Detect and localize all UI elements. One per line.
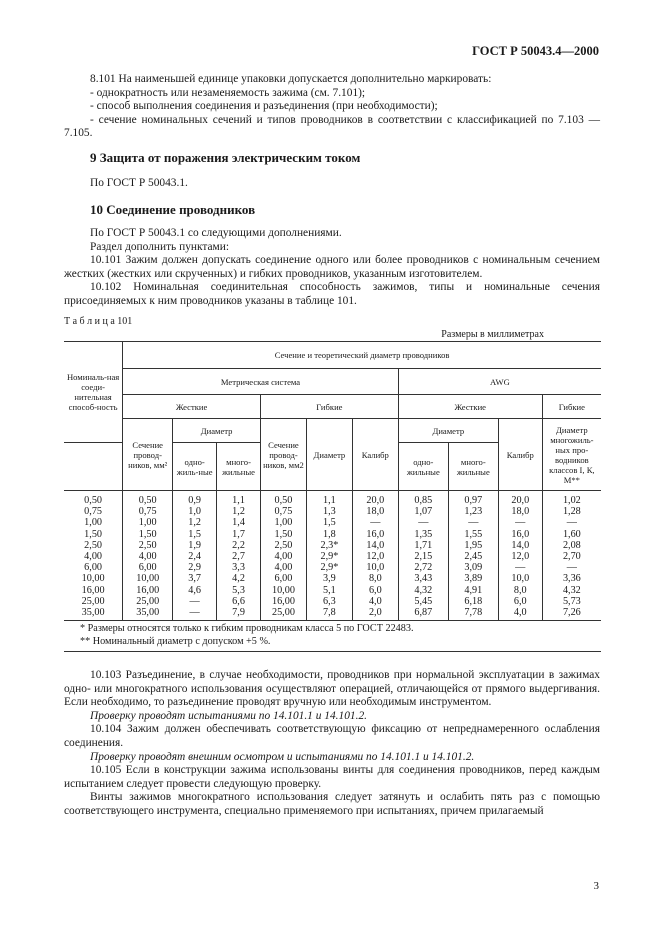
th-metric-rigid: Жесткие	[123, 395, 261, 419]
table-cell: 1,1	[323, 495, 336, 506]
table-cell: 2,50	[138, 539, 157, 551]
table-caption: Т а б л и ц а 101	[64, 316, 133, 327]
table-cell: 3,9	[323, 573, 336, 585]
table-cell: 1,71	[414, 539, 433, 551]
table-cell: 1,8	[323, 528, 336, 540]
th-awg: AWG	[398, 369, 601, 395]
intro-block	[64, 73, 600, 141]
table-cell: 4,2	[232, 573, 245, 585]
table-cell: 10,00	[81, 573, 105, 585]
table-cell: 0,50	[138, 495, 157, 506]
col-awg-flex-diameter	[542, 491, 601, 621]
table-cell: 4,00	[138, 551, 157, 563]
th-section-mm2: Сечение провод-ников, мм²	[123, 419, 173, 491]
table-cell: 1,0	[188, 506, 202, 518]
th-flex-diameter: Диаметр	[306, 419, 352, 491]
table-cell: 12,0	[366, 551, 385, 563]
table-cell: 6,00	[274, 573, 293, 585]
table-cell: 2,72	[414, 562, 433, 574]
table-cell: 2,50	[84, 539, 102, 551]
table-cell: 1,07	[414, 506, 433, 518]
table-cell: 1,00	[138, 517, 157, 529]
table-cell: 3,7	[188, 573, 202, 585]
conductor-table	[64, 341, 601, 652]
th-nominal-spacer	[64, 443, 123, 491]
table-cell: 4,32	[414, 584, 433, 596]
table-cell: 4,32	[562, 584, 581, 596]
bullet-3: - сечение номинальных сечений и типов проводников в соответствии с классификацией по 7.103 — 7.105.	[64, 113, 600, 140]
col-nominal	[64, 491, 123, 621]
section-10-body	[64, 227, 600, 309]
th-awg-multi: много-жильные	[448, 443, 498, 491]
table-cell: 16,0	[511, 528, 530, 540]
th-metric-flex: Гибкие	[260, 395, 398, 419]
table-cell: 8,0	[513, 584, 527, 596]
table-cell: 2,70	[562, 551, 581, 563]
table-cell: 1,50	[84, 528, 102, 540]
th-diameter-rigid: Диаметр	[173, 419, 261, 443]
table-cell: 2,3*	[320, 539, 339, 551]
table-cell: 5,45	[414, 595, 433, 607]
table-cell: 5,73	[562, 595, 581, 607]
table-cell: 4,0	[368, 595, 382, 607]
table-cell: 1,00	[274, 517, 293, 529]
table-cell: 2,50	[274, 539, 293, 551]
col-diam-multi	[217, 491, 261, 621]
table-cell: 12,0	[511, 551, 530, 563]
table-cell: 6,18	[464, 595, 483, 607]
table-cell: 1,95	[464, 539, 483, 551]
col-awg-single	[398, 491, 448, 621]
table-cell: 16,0	[366, 528, 385, 540]
table-cell: 2,9*	[320, 551, 339, 563]
table-cell: 1,28	[562, 506, 581, 518]
para-10-105: 10.105 Если в конструкции зажима использованы винты для соединения проводников, перед каждым испытанием следует провести следующую проверку.	[64, 764, 600, 790]
table-cell: —	[370, 517, 381, 529]
table-cell: 1,50	[138, 528, 157, 540]
para-10-104: 10.104 Зажим должен обеспечивать соответствующую фиксацию от непреднамеренного ослабления соединения.	[64, 723, 600, 749]
para-screws: Винты зажимов многократного использования следует затянуть и ослабить пять раз с помощью соответствующего инструмента, специально применяемого при испытаниях, причем прилагаемый	[64, 791, 600, 817]
table-cell: 6,00	[138, 562, 157, 574]
table-cell: 4,6	[188, 584, 202, 596]
table-cell: 18,0	[366, 506, 385, 518]
table-cell: 4,00	[84, 551, 102, 563]
bullet-2: - способ выполнения соединения и разъединения (при необходимости);	[90, 100, 438, 113]
table-cell: 1,7	[232, 528, 245, 540]
table-cell: 10,0	[366, 562, 385, 574]
col-awg-caliber	[352, 491, 398, 621]
th-nominal: Номиналь-ная соеди-нительная способ-ность	[64, 342, 123, 443]
table-cell: 3,09	[464, 562, 483, 574]
table-cell: 20,0	[366, 495, 385, 506]
table-cell: 1,5	[188, 528, 202, 540]
th-caliber: Калибр	[352, 419, 398, 491]
table-notes	[64, 621, 601, 652]
table-cell: —	[515, 562, 526, 574]
bullet-1: - однократность или незаменяемость зажима (см. 7.101);	[90, 86, 366, 99]
para-10-104-check: Проверку проводят внешним осмотром и испытаниями по 14.101.1 и 14.101.2.	[90, 750, 475, 763]
table-cell: 4,00	[274, 562, 293, 574]
table-cell: 2,9*	[320, 562, 339, 574]
table-cell: 3,89	[464, 573, 483, 585]
table-cell: 16,00	[81, 584, 105, 596]
table-cell: 10,00	[136, 573, 160, 585]
table-cell: 10,0	[511, 573, 530, 585]
table-cell: 1,1	[232, 495, 245, 506]
table-cell: 20,0	[511, 495, 530, 506]
table-cell: 5,3	[232, 584, 245, 596]
table-cell: —	[189, 595, 200, 607]
col-flex-section	[260, 491, 306, 621]
col-diam-single	[173, 491, 217, 621]
th-awg-rigid: Жесткие	[398, 395, 542, 419]
table-cell: —	[515, 517, 526, 529]
table-cell: 1,23	[464, 506, 483, 518]
table-cell: 14,0	[366, 539, 385, 551]
table-cell: 2,2	[232, 539, 245, 551]
table-cell: 2,08	[562, 539, 581, 551]
th-awg-flex-diameter: Диаметр многожиль-ных про-водников классов I, К, М**	[542, 419, 601, 491]
th-multi: много-жильные	[217, 443, 261, 491]
table-cell: 2,4	[188, 551, 202, 563]
table-cell: 16,00	[136, 584, 160, 596]
note-2: ** Номинальный диаметр с допуском +5 %.	[80, 635, 271, 647]
table-cell: 2,15	[414, 551, 433, 563]
table-cell: 7,9	[232, 607, 245, 619]
table-cell: 0,75	[274, 506, 293, 518]
para-10-101: 10.101 Зажим должен допускать соединение одного или более проводников с номинальным сечением жестких (жестких или скрученных) и гибких проводников, указанным изготовителем.	[64, 254, 600, 280]
table-cell: 3,43	[414, 573, 433, 585]
table-cell: 1,3	[323, 506, 336, 518]
table-cell: 2,45	[464, 551, 483, 563]
table-cell: 6,3	[323, 595, 336, 607]
col-awg-flex-caliber	[498, 491, 542, 621]
table-cell: 6,87	[414, 607, 433, 619]
table-cell: 35,00	[136, 607, 160, 619]
table-cell: 0,50	[274, 495, 293, 506]
th-flex-section: Сечение провод-ников, мм2	[260, 419, 306, 491]
table-cell: 7,26	[562, 607, 581, 619]
table-cell: 25,00	[81, 595, 105, 607]
table-cell: —	[566, 517, 577, 529]
table-cell: —	[418, 517, 429, 529]
table-cell: 0,97	[464, 495, 483, 506]
table-cell: 7,8	[323, 607, 336, 619]
standard-header: ГОСТ Р 50043.4—2000	[472, 44, 599, 58]
table-cell: —	[566, 562, 577, 574]
table-cell: 25,00	[271, 607, 295, 619]
th-single: одно-жиль-ные	[173, 443, 217, 491]
table-cell: 25,00	[136, 595, 160, 607]
col-awg-multi	[448, 491, 498, 621]
table-cell: 0,50	[84, 495, 102, 506]
table-cell: 18,0	[511, 506, 530, 518]
table-cell: —	[189, 607, 200, 619]
th-awg-flex: Гибкие	[542, 395, 601, 419]
table-cell: 0,75	[84, 506, 102, 518]
section-9-title: 9 Защита от поражения электрическим током	[90, 150, 361, 165]
table-cell: 1,35	[414, 528, 433, 540]
table-cell: 5,1	[323, 584, 336, 596]
table-cell: 1,2	[232, 506, 245, 518]
table-cell: 1,9	[188, 539, 202, 551]
table-cell: 6,00	[84, 562, 102, 574]
table-cell: —	[468, 517, 479, 529]
after-block	[64, 669, 600, 819]
col-flex-diameter	[306, 491, 352, 621]
table-cell: 14,0	[511, 539, 530, 551]
table-cell: 1,60	[562, 528, 581, 540]
table-cell: 4,91	[464, 584, 483, 596]
table-cell: 3,3	[232, 562, 245, 574]
table-cell: 35,00	[81, 607, 105, 619]
para-10-103: 10.103 Разъединение, в случае необходимости, проводников при нормальной эксплуатации в зажимах одно- или многократного использования осуществляют операцией, отличающейся от прямого выдергивания. Если необходимо, то разъединение проводят вручную или необходимым инструментом.	[64, 669, 600, 709]
table-cell: 0,75	[138, 506, 157, 518]
table-cell: 8,0	[368, 573, 382, 585]
table-cell: 7,78	[464, 607, 483, 619]
table-cell: 1,2	[188, 517, 202, 529]
table-cell: 1,50	[274, 528, 293, 540]
th-awg-flex-caliber: Калибр	[498, 419, 542, 491]
table-cell: 1,4	[232, 517, 245, 529]
table-cell: 2,7	[232, 551, 245, 563]
table-cell: 16,00	[271, 595, 295, 607]
table-cell: 6,0	[513, 595, 527, 607]
section-10-title: 10 Соединение проводников	[90, 202, 256, 217]
col-section	[123, 491, 173, 621]
table-cell: 6,0	[368, 584, 382, 596]
para-10-102: 10.102 Номинальная соединительная способность зажимов, типы и номинальные сечения присоединяемых к ним проводников указаны в таблице 101.	[64, 281, 600, 307]
table-cell: 1,02	[562, 495, 581, 506]
para-10-intro: По ГОСТ Р 50043.1 со следующими дополнениями.	[90, 227, 342, 239]
table-cell: 0,9	[188, 495, 202, 506]
table-cell: 4,0	[513, 607, 527, 619]
table-cell: 0,85	[414, 495, 433, 506]
table-body-row	[64, 491, 601, 621]
table-cell: 3,36	[562, 573, 581, 585]
table-cell: 6,6	[232, 595, 245, 607]
section-9-text: По ГОСТ Р 50043.1.	[90, 177, 188, 189]
th-section: Сечение и теоретический диаметр проводников	[123, 342, 601, 369]
th-metric: Метрическая система	[123, 369, 399, 395]
table-units: Размеры в миллиметрах	[441, 329, 544, 340]
table-cell: 10,00	[271, 584, 295, 596]
para-10-add: Раздел дополнить пунктами:	[90, 240, 230, 253]
th-awg-single: одно-жильные	[398, 443, 448, 491]
table-cell: 1,5	[323, 517, 336, 529]
table-cell: 4,00	[274, 551, 293, 563]
table-cell: 1,55	[464, 528, 483, 540]
table-cell: 2,9	[188, 562, 202, 574]
table-cell: 2,0	[368, 607, 382, 619]
para-8-101: 8.101 На наименьшей единице упаковки допускается дополнительно маркировать:	[90, 73, 492, 85]
th-awg-diameter: Диаметр	[398, 419, 498, 443]
page-number: 3	[593, 880, 599, 892]
para-10-103-check: Проверку проводят испытаниями по 14.101.1 и 14.101.2.	[90, 709, 367, 722]
note-1: * Размеры относятся только к гибким проводникам класса 5 по ГОСТ 22483.	[80, 623, 414, 635]
table-cell: 1,00	[84, 517, 102, 529]
